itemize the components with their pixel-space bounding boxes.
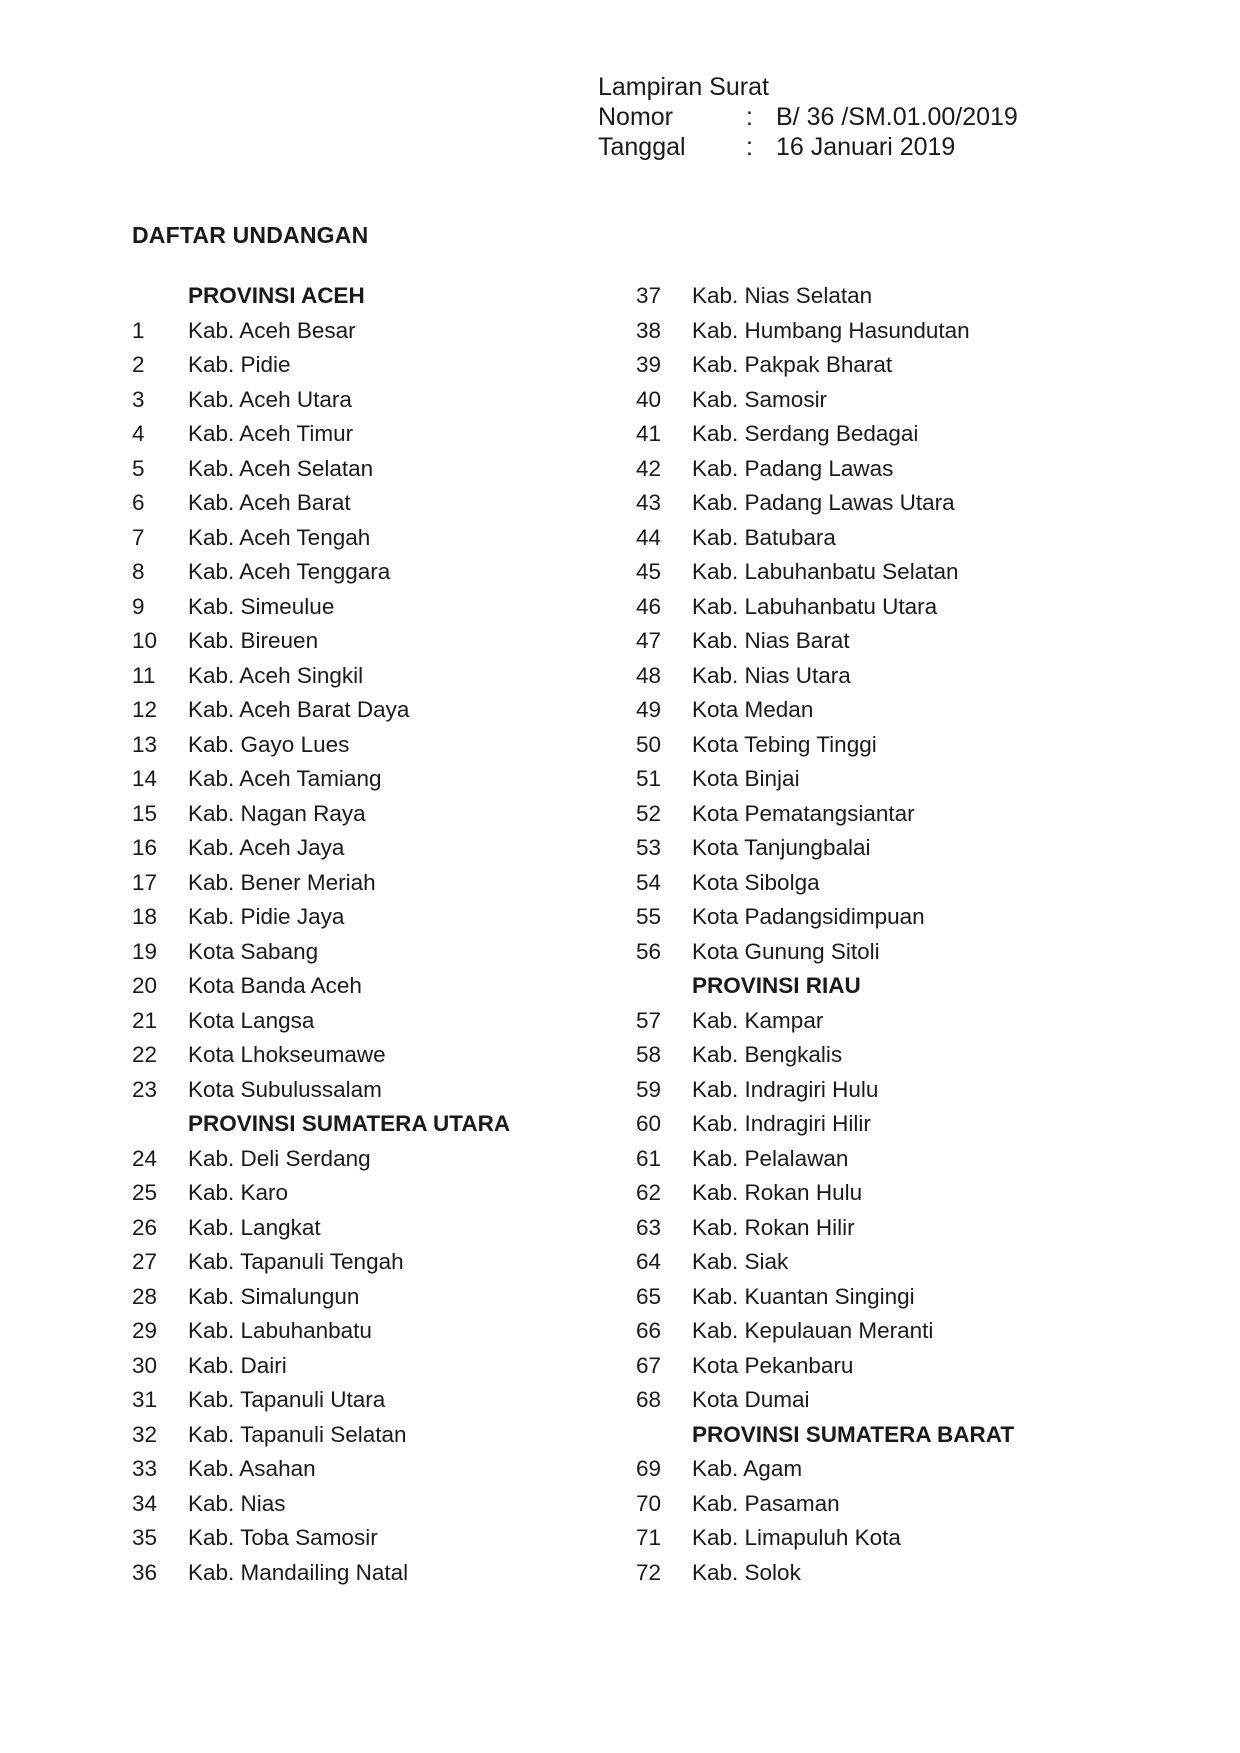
list-item-name: Kab. Aceh Tenggara bbox=[188, 559, 391, 585]
list-item bbox=[132, 693, 602, 728]
list-item bbox=[636, 1142, 1106, 1177]
list-item-name: Kab. Simeulue bbox=[188, 593, 335, 619]
list-item-number: 70 bbox=[636, 1490, 662, 1516]
list-item-name: Kab. Toba Samosir bbox=[188, 1525, 378, 1551]
header-number-separator: : bbox=[746, 103, 753, 131]
list-item-number: 45 bbox=[636, 559, 662, 585]
list-item bbox=[636, 279, 1106, 314]
list-item-name: Kab. Pakpak Bharat bbox=[692, 352, 893, 378]
list-item-name: Kab. Labuhanbatu Selatan bbox=[692, 559, 959, 585]
list-item bbox=[132, 624, 602, 659]
list-item-name: Kab. Pelalawan bbox=[692, 1145, 849, 1171]
province-heading-label: PROVINSI SUMATERA UTARA bbox=[188, 1111, 511, 1137]
list-item bbox=[636, 1349, 1106, 1384]
list-item-name: Kab. Nagan Raya bbox=[188, 800, 366, 826]
list-item-number: 4 bbox=[132, 421, 145, 447]
list-item-name: Kab. Batubara bbox=[692, 524, 836, 550]
list-item bbox=[132, 486, 602, 521]
list-item bbox=[132, 1383, 602, 1418]
list-item bbox=[636, 866, 1106, 901]
list-item-number: 5 bbox=[132, 455, 145, 481]
list-item bbox=[132, 969, 602, 1004]
list-item-number: 53 bbox=[636, 835, 662, 861]
list-item-number: 24 bbox=[132, 1145, 158, 1171]
list-item bbox=[636, 900, 1106, 935]
header-date-value: 16 Januari 2019 bbox=[776, 133, 956, 161]
list-item-name: Kab. Bireuen bbox=[188, 628, 319, 654]
list-item-name: Kab. Aceh Timur bbox=[188, 421, 354, 447]
list-item-number: 6 bbox=[132, 490, 145, 516]
list-item-name: Kota Subulussalam bbox=[188, 1076, 382, 1102]
list-item bbox=[636, 486, 1106, 521]
list-item-name: Kota Binjai bbox=[692, 766, 800, 792]
list-item-name: Kab. Indragiri Hulu bbox=[692, 1076, 879, 1102]
list-item-number: 19 bbox=[132, 938, 158, 964]
header-row-number bbox=[598, 102, 1018, 132]
list-item-name: Kab. Dairi bbox=[188, 1352, 287, 1378]
list-item-number: 68 bbox=[636, 1387, 662, 1413]
list-item-name: Kab. Aceh Selatan bbox=[188, 455, 374, 481]
list-item-number: 44 bbox=[636, 524, 662, 550]
list-item bbox=[132, 1521, 602, 1556]
header-date-label: Tanggal bbox=[598, 133, 686, 161]
list-item-number: 18 bbox=[132, 904, 158, 930]
list-item-name: Kab. Asahan bbox=[188, 1456, 316, 1482]
header-row-date bbox=[598, 132, 1018, 162]
list-item-number: 23 bbox=[132, 1076, 158, 1102]
list-item-name: Kota Sibolga bbox=[692, 869, 820, 895]
list-item-number: 11 bbox=[132, 662, 156, 688]
list-item bbox=[132, 831, 602, 866]
list-item-name: Kab. Kampar bbox=[692, 1007, 824, 1033]
invitation-list-right-column bbox=[636, 279, 1106, 1590]
list-item-name: Kab. Humbang Hasundutan bbox=[692, 317, 970, 343]
header-number-label: Nomor bbox=[598, 103, 674, 131]
list-item bbox=[636, 935, 1106, 970]
list-item bbox=[132, 417, 602, 452]
list-item-number: 35 bbox=[132, 1525, 158, 1551]
list-item-number: 25 bbox=[132, 1180, 158, 1206]
list-item-number: 64 bbox=[636, 1249, 662, 1275]
list-item-name: Kab. Agam bbox=[692, 1456, 803, 1482]
list-item bbox=[132, 590, 602, 625]
list-item-name: Kab. Aceh Besar bbox=[188, 317, 356, 343]
list-item-number: 1 bbox=[132, 317, 145, 343]
list-item-number: 43 bbox=[636, 490, 662, 516]
list-item bbox=[132, 1004, 602, 1039]
list-item bbox=[636, 348, 1106, 383]
list-item-name: Kab. Rokan Hulu bbox=[692, 1180, 863, 1206]
list-item bbox=[636, 590, 1106, 625]
list-item-number: 14 bbox=[132, 766, 158, 792]
list-item-number: 27 bbox=[132, 1249, 158, 1275]
list-item-number: 30 bbox=[132, 1352, 158, 1378]
list-item bbox=[636, 1004, 1106, 1039]
list-item-name: Kab. Labuhanbatu bbox=[188, 1318, 372, 1344]
list-item-number: 36 bbox=[132, 1559, 158, 1585]
province-heading-label: PROVINSI SUMATERA BARAT bbox=[692, 1421, 1015, 1447]
list-item-name: Kab. Aceh Barat bbox=[188, 490, 351, 516]
list-item bbox=[636, 1176, 1106, 1211]
list-item-name: Kota Pekanbaru bbox=[692, 1352, 854, 1378]
list-item-name: Kab. Indragiri Hilir bbox=[692, 1111, 871, 1137]
list-item-name: Kab. Deli Serdang bbox=[188, 1145, 371, 1171]
list-item-name: Kab. Nias Selatan bbox=[692, 283, 873, 309]
list-item bbox=[132, 1211, 602, 1246]
list-item-number: 69 bbox=[636, 1456, 662, 1482]
list-item-number: 56 bbox=[636, 938, 662, 964]
list-item-name: Kab. Labuhanbatu Utara bbox=[692, 593, 938, 619]
list-item bbox=[132, 1556, 602, 1591]
list-item bbox=[636, 831, 1106, 866]
list-item-number: 2 bbox=[132, 352, 145, 378]
list-item bbox=[132, 1349, 602, 1384]
list-item bbox=[132, 1142, 602, 1177]
list-item-number: 60 bbox=[636, 1111, 662, 1137]
list-item-name: Kab. Padang Lawas bbox=[692, 455, 894, 481]
list-item-number: 26 bbox=[132, 1214, 158, 1240]
list-item-number: 29 bbox=[132, 1318, 158, 1344]
list-item-number: 50 bbox=[636, 731, 662, 757]
list-item-number: 40 bbox=[636, 386, 662, 412]
list-item-number: 51 bbox=[636, 766, 662, 792]
list-item bbox=[636, 1038, 1106, 1073]
list-item-name: Kab. Solok bbox=[692, 1559, 801, 1585]
list-item bbox=[636, 728, 1106, 763]
list-item-name: Kab. Bener Meriah bbox=[188, 869, 376, 895]
list-item bbox=[636, 1452, 1106, 1487]
list-item bbox=[636, 1383, 1106, 1418]
list-item-name: Kab. Karo bbox=[188, 1180, 289, 1206]
list-item-name: Kab. Gayo Lues bbox=[188, 731, 350, 757]
list-item bbox=[636, 452, 1106, 487]
list-item-name: Kab. Aceh Tamiang bbox=[188, 766, 382, 792]
list-item-number: 10 bbox=[132, 628, 158, 654]
list-item bbox=[132, 348, 602, 383]
list-item bbox=[132, 383, 602, 418]
list-item-name: Kab. Pasaman bbox=[692, 1490, 840, 1516]
list-item-number: 16 bbox=[132, 835, 158, 861]
list-item-name: Kab. Siak bbox=[692, 1249, 789, 1275]
list-item bbox=[132, 728, 602, 763]
list-item-name: Kota Langsa bbox=[188, 1007, 315, 1033]
list-item-name: Kab. Langkat bbox=[188, 1214, 321, 1240]
list-item-name: Kota Tebing Tinggi bbox=[692, 731, 877, 757]
list-item bbox=[636, 1107, 1106, 1142]
list-item bbox=[132, 1487, 602, 1522]
list-item-name: Kab. Tapanuli Tengah bbox=[188, 1249, 404, 1275]
list-item-name: Kota Lhokseumawe bbox=[188, 1042, 386, 1068]
list-item-number: 72 bbox=[636, 1559, 662, 1585]
list-item bbox=[132, 1418, 602, 1453]
list-item bbox=[636, 1245, 1106, 1280]
list-item-number: 13 bbox=[132, 731, 158, 757]
list-item-number: 31 bbox=[132, 1387, 158, 1413]
list-item-number: 37 bbox=[636, 283, 662, 309]
province-heading bbox=[132, 279, 602, 314]
list-item-name: Kota Medan bbox=[692, 697, 814, 723]
list-item-number: 9 bbox=[132, 593, 145, 619]
list-item bbox=[132, 1176, 602, 1211]
province-heading bbox=[636, 1418, 1106, 1453]
list-item-number: 38 bbox=[636, 317, 662, 343]
list-item-number: 67 bbox=[636, 1352, 662, 1378]
header-attachment-label: Lampiran Surat bbox=[598, 73, 769, 101]
list-item bbox=[636, 1487, 1106, 1522]
list-item-name: Kab. Mandailing Natal bbox=[188, 1559, 409, 1585]
list-item bbox=[636, 1073, 1106, 1108]
list-item-number: 46 bbox=[636, 593, 662, 619]
list-item bbox=[636, 693, 1106, 728]
list-item-name: Kota Pematangsiantar bbox=[692, 800, 915, 826]
list-item bbox=[132, 1245, 602, 1280]
header-date-separator: : bbox=[746, 133, 753, 161]
list-item-number: 32 bbox=[132, 1421, 158, 1447]
list-item-number: 15 bbox=[132, 800, 158, 826]
list-item bbox=[636, 417, 1106, 452]
header-row-attachment bbox=[598, 72, 1018, 102]
list-item-number: 54 bbox=[636, 869, 662, 895]
list-item-name: Kota Sabang bbox=[188, 938, 319, 964]
list-item bbox=[132, 1038, 602, 1073]
list-item-name: Kota Banda Aceh bbox=[188, 973, 362, 999]
list-item-number: 20 bbox=[132, 973, 158, 999]
list-item bbox=[132, 555, 602, 590]
list-item-name: Kab. Pidie bbox=[188, 352, 291, 378]
list-item-name: Kab. Tapanuli Utara bbox=[188, 1387, 386, 1413]
list-item bbox=[636, 521, 1106, 556]
letter-header bbox=[598, 72, 1018, 162]
list-item-name: Kab. Nias Utara bbox=[692, 662, 851, 688]
list-item-number: 28 bbox=[132, 1283, 158, 1309]
list-item-number: 63 bbox=[636, 1214, 662, 1240]
list-item bbox=[132, 521, 602, 556]
list-item bbox=[636, 659, 1106, 694]
list-item-name: Kab. Serdang Bedagai bbox=[692, 421, 919, 447]
list-item bbox=[636, 1211, 1106, 1246]
document-title: DAFTAR UNDANGAN bbox=[132, 222, 369, 248]
list-item-number: 42 bbox=[636, 455, 662, 481]
list-item-number: 41 bbox=[636, 421, 662, 447]
list-item bbox=[132, 1452, 602, 1487]
list-item bbox=[132, 314, 602, 349]
list-item-number: 52 bbox=[636, 800, 662, 826]
list-item-name: Kota Dumai bbox=[692, 1387, 810, 1413]
list-item-name: Kab. Padang Lawas Utara bbox=[692, 490, 955, 516]
list-item-number: 12 bbox=[132, 697, 158, 723]
list-item-number: 59 bbox=[636, 1076, 662, 1102]
list-item bbox=[636, 1314, 1106, 1349]
list-item bbox=[636, 1280, 1106, 1315]
list-item-name: Kab. Aceh Jaya bbox=[188, 835, 345, 861]
list-item-name: Kab. Bengkalis bbox=[692, 1042, 843, 1068]
list-item-number: 65 bbox=[636, 1283, 662, 1309]
list-item-number: 34 bbox=[132, 1490, 158, 1516]
list-item-number: 58 bbox=[636, 1042, 662, 1068]
list-item-name: Kab. Tapanuli Selatan bbox=[188, 1421, 407, 1447]
list-item bbox=[132, 900, 602, 935]
list-item-name: Kab. Rokan Hilir bbox=[692, 1214, 855, 1240]
list-item bbox=[132, 452, 602, 487]
list-item bbox=[636, 624, 1106, 659]
list-item-name: Kab. Aceh Barat Daya bbox=[188, 697, 410, 723]
header-number-value: B/ 36 /SM.01.00/2019 bbox=[776, 103, 1018, 131]
list-item-name: Kab. Kuantan Singingi bbox=[692, 1283, 915, 1309]
list-item-number: 33 bbox=[132, 1456, 158, 1482]
list-item-name: Kab. Nias Barat bbox=[692, 628, 850, 654]
list-item-number: 71 bbox=[636, 1525, 662, 1551]
list-item-number: 57 bbox=[636, 1007, 662, 1033]
invitation-list-left-column bbox=[132, 279, 602, 1590]
list-item bbox=[636, 1521, 1106, 1556]
list-item-number: 61 bbox=[636, 1145, 662, 1171]
list-item-number: 22 bbox=[132, 1042, 158, 1068]
list-item-number: 8 bbox=[132, 559, 145, 585]
list-item bbox=[132, 1073, 602, 1108]
list-item-name: Kab. Aceh Tengah bbox=[188, 524, 371, 550]
list-item-number: 39 bbox=[636, 352, 662, 378]
list-item bbox=[132, 1280, 602, 1315]
list-item bbox=[636, 797, 1106, 832]
list-item-name: Kab. Simalungun bbox=[188, 1283, 360, 1309]
list-item bbox=[636, 314, 1106, 349]
list-item-name: Kab. Nias bbox=[188, 1490, 286, 1516]
list-item-name: Kota Gunung Sitoli bbox=[692, 938, 880, 964]
list-item-number: 55 bbox=[636, 904, 662, 930]
list-item bbox=[636, 383, 1106, 418]
list-item-name: Kab. Samosir bbox=[692, 386, 828, 412]
list-item-number: 49 bbox=[636, 697, 662, 723]
list-item-name: Kab. Kepulauan Meranti bbox=[692, 1318, 934, 1344]
list-item-name: Kab. Aceh Singkil bbox=[188, 662, 364, 688]
list-item-name: Kab. Pidie Jaya bbox=[188, 904, 345, 930]
list-item bbox=[132, 866, 602, 901]
list-item bbox=[636, 762, 1106, 797]
list-item-name: Kota Padangsidimpuan bbox=[692, 904, 925, 930]
list-item bbox=[132, 762, 602, 797]
list-item-name: Kab. Limapuluh Kota bbox=[692, 1525, 901, 1551]
list-item-number: 48 bbox=[636, 662, 662, 688]
list-item bbox=[132, 935, 602, 970]
list-item bbox=[132, 1314, 602, 1349]
list-item bbox=[636, 1556, 1106, 1591]
province-heading bbox=[636, 969, 1106, 1004]
list-item bbox=[132, 797, 602, 832]
list-item-name: Kab. Aceh Utara bbox=[188, 386, 352, 412]
list-item-number: 7 bbox=[132, 524, 145, 550]
list-item-number: 47 bbox=[636, 628, 662, 654]
list-item-number: 21 bbox=[132, 1007, 158, 1033]
list-item bbox=[636, 555, 1106, 590]
list-item-name: Kota Tanjungbalai bbox=[692, 835, 871, 861]
province-heading bbox=[132, 1107, 602, 1142]
list-item-number: 3 bbox=[132, 386, 145, 412]
province-heading-label: PROVINSI RIAU bbox=[692, 973, 861, 999]
list-item-number: 66 bbox=[636, 1318, 662, 1344]
province-heading-label: PROVINSI ACEH bbox=[188, 283, 365, 309]
list-item bbox=[132, 659, 602, 694]
list-item-number: 62 bbox=[636, 1180, 662, 1206]
list-item-number: 17 bbox=[132, 869, 158, 895]
